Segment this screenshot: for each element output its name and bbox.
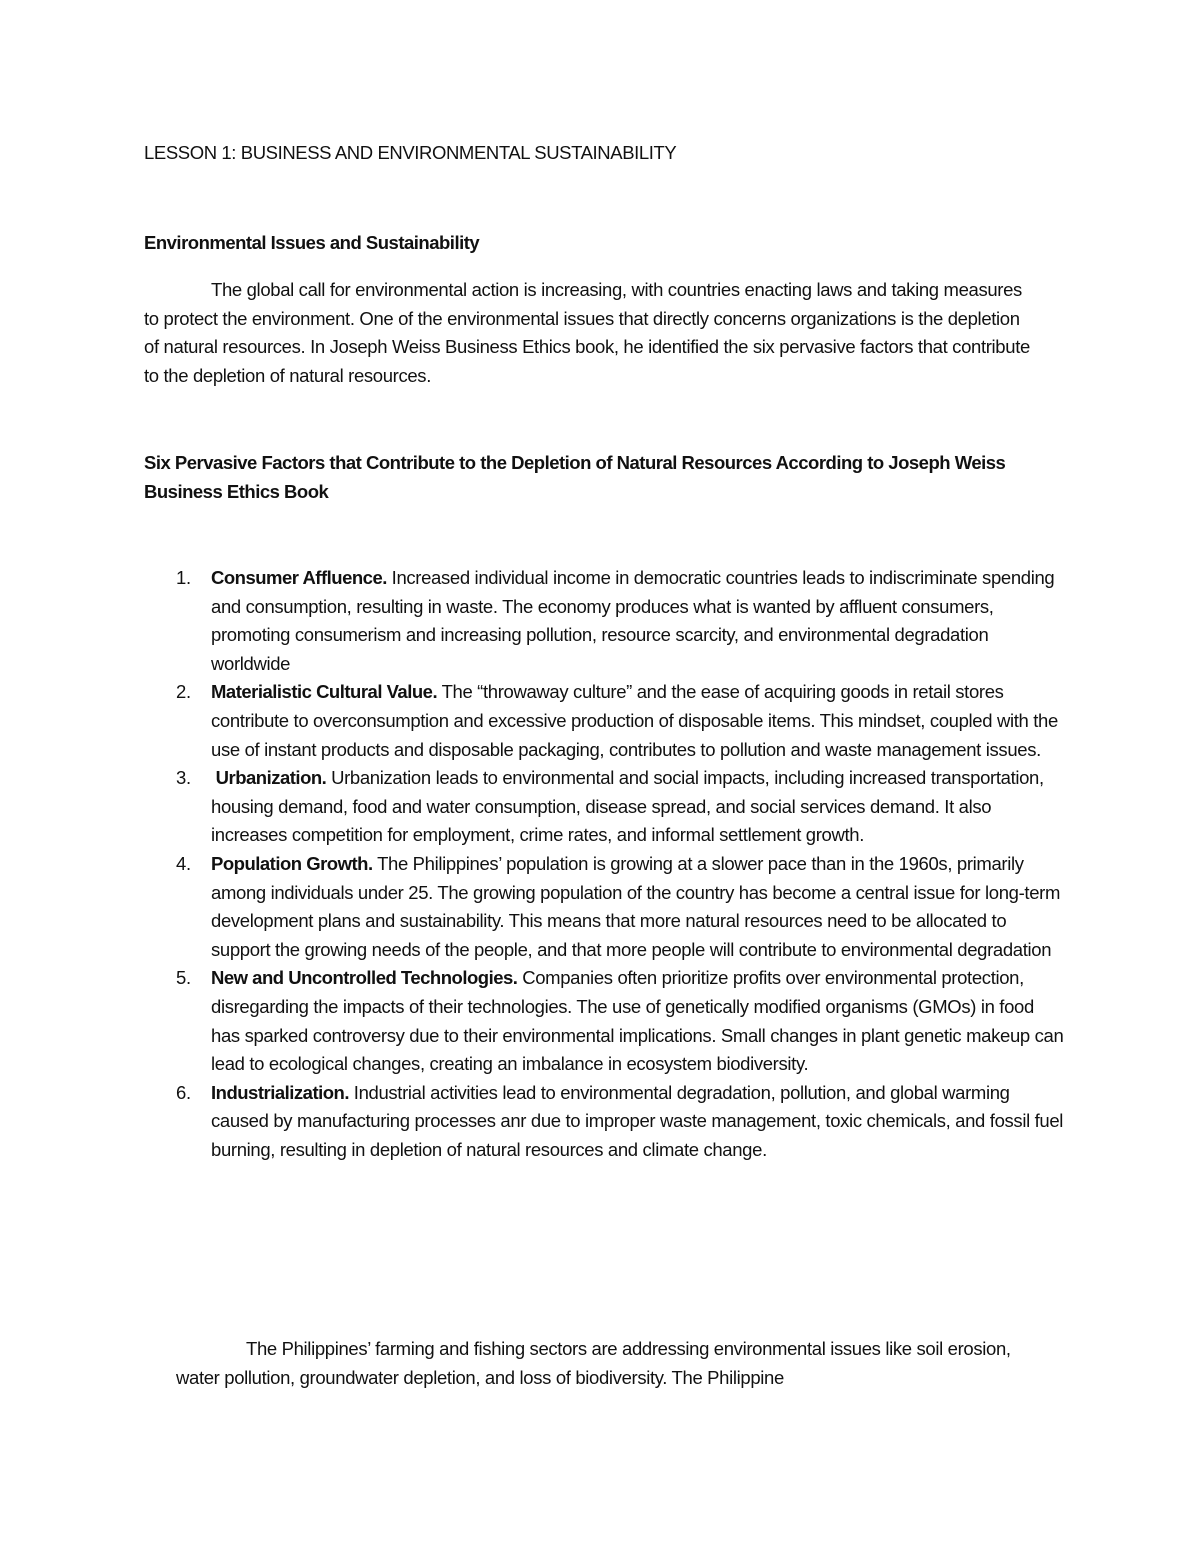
list-item-number: 3.	[176, 767, 191, 789]
list-item	[144, 678, 1064, 764]
list-item	[144, 764, 1064, 850]
factor-list	[144, 564, 1064, 1164]
factor-description: The “throwaway culture” and the ease of acquiring goods in retail stores contribute to overconsumption and excessive production of disposable items. This mindset, coupled with the use of instant products and disposable packaging, contributes to pollution and waste management issues.	[211, 681, 1058, 760]
list-item-number: 4.	[176, 852, 191, 874]
list-item-number: 2.	[176, 681, 191, 703]
list-item	[144, 850, 1064, 964]
lesson-title: LESSON 1: BUSINESS AND ENVIRONMENTAL SUSTAINABILITY	[144, 142, 677, 163]
factor-name: Population Growth.	[211, 852, 373, 874]
list-item	[144, 964, 1064, 1078]
list-item	[144, 564, 1064, 678]
factor-name: Industrialization.	[211, 1081, 349, 1103]
factor-description: Industrial activities lead to environmental degradation, pollution, and global warming caused by manufacturing processes anr due to improper waste management, toxic chemicals, and fossil fuel burning, resulting in depletion of natural resources and climate change.	[211, 1081, 1064, 1160]
list-item-number: 5.	[176, 967, 191, 989]
list-item-number: 1.	[176, 567, 191, 588]
factor-description: The Philippines’ population is growing at a slower pace than in the 1960s, primarily among individuals under 25. The growing population of the country has become a central issue for long-term development plans and sustainability. This means that more natural resources need to be allocated to support the growing needs of the people, and that more people will contribute to environmental degradation	[211, 852, 1061, 960]
factor-name: Consumer Affluence.	[211, 567, 387, 588]
factor-description: Companies often prioritize profits over environmental protection, disregarding the impacts of their technologies. The use of genetically modified organisms (GMOs) in food has sparked controversy due to their environmental implications. Small changes in plant genetic makeup can lead to ecological changes, creating an imbalance in ecosystem biodiversity.	[211, 967, 1064, 1075]
factor-description: Increased individual income in democratic countries leads to indiscriminate spending and consumption, resulting in waste. The economy produces what is wanted by affluent consumers, promoting consumerism and increasing pollution, resource scarcity, and environmental degradation worldwide	[211, 567, 1055, 674]
list-item-number: 6.	[176, 1081, 191, 1103]
closing-paragraph: The Philippines’ farming and fishing sectors are addressing environmental issues like soil erosion, water pollution, groundwater depletion, and loss of biodiversity. The Philippine	[176, 1338, 1011, 1388]
factor-description: Urbanization leads to environmental and social impacts, including increased transportation, housing demand, food and water consumption, disease spread, and social services demand. It also increases competition for employment, crime rates, and informal settlement growth.	[211, 767, 1044, 846]
list-item	[144, 1079, 1064, 1165]
factor-name: Materialistic Cultural Value.	[211, 681, 438, 703]
intro-paragraph: The global call for environmental action is increasing, with countries enacting laws and taking measures to protect the environment. One of the environmental issues that directly concerns organizations is the depletion of natural resources. In Joseph Weiss Business Ethics book, he identified the six pervasive factors that contribute to the depletion of natural resources.	[144, 279, 1030, 386]
section-heading-six-factors: Six Pervasive Factors that Contribute to the Depletion of Natural Resources According to Joseph Weiss Business Ethics Book	[144, 452, 1006, 502]
factor-name: Urbanization.	[211, 767, 327, 789]
factor-name: New and Uncontrolled Technologies.	[211, 967, 518, 989]
section-heading-environmental-issues: Environmental Issues and Sustainability	[144, 232, 480, 253]
